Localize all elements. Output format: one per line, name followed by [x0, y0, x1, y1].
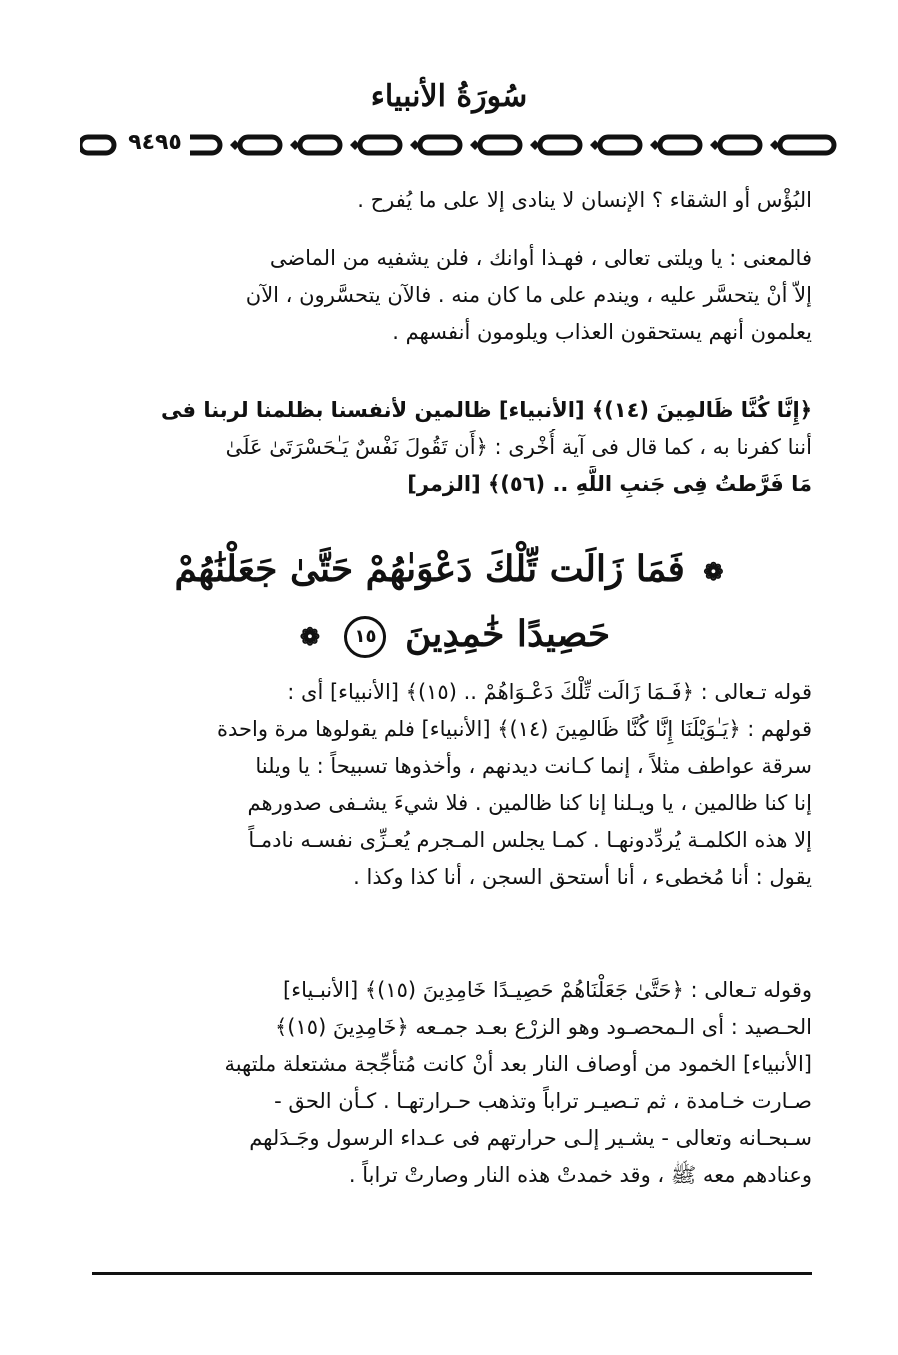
surah-title: سُورَةُ الأنبياء [370, 79, 528, 114]
commentary-2 [92, 972, 812, 1194]
text-line: [الأنبياء] الخمود من أوصاف النار بعد أنْ كانت مُتأجِّجة مشتعلة ملتهبة [224, 1052, 812, 1076]
text-line: أننا كفرنا به ، كما قال فى آية أُخْرى : ﴿أَن تَقُولَ نَفْسٌ يَـٰحَسْرَتَىٰ عَلَىٰ [225, 435, 812, 459]
text-line: مَا فَرَّطتُ فِى جَنبِ اللَّهِ .. (٥٦)﴾ [الزمر] [407, 472, 812, 496]
text-line: يعلمون أنهم يستحقون العذاب ويلومون أنفسهم . [392, 320, 812, 344]
verse-open-ornament-icon: ❁ [703, 557, 724, 586]
verse-line-2 [92, 603, 812, 668]
text-line: صـارت خـامدة ، ثم تـصيـر تراباً وتذهب حـرارتهـا . كـأن الحق - [274, 1089, 812, 1113]
text-line: سرقة عواطف مثلاً ، إنما كـانت ديدنهم ، وأخذوها تسبيحاً : يا ويلنا [255, 754, 812, 778]
text-line: قوله تـعالى : ﴿فَـمَا زَالَت تِّلْكَ دَعْـوَاهُمْ .. (١٥)﴾ [الأنبياء] أى : [287, 680, 812, 704]
text-line: البُؤْس أو الشقاء ؟ الإنسان لا ينادى إلا على ما يُفرح . [357, 188, 812, 212]
text-line: الحـصيد : أى الـمحصـود وهو الزرْع بعـد جمـعه ﴿خَامِدِينَ (١٥)﴾ [275, 1015, 812, 1039]
paragraph-2 [92, 240, 812, 351]
chain-ornament [80, 130, 840, 160]
text-line: إلا هذه الكلمـة يُردِّدونهـا . كمـا يجلس المـجرم يُعـزِّى نفسـه نادمـاً [248, 828, 812, 852]
bottom-rule [92, 1272, 812, 1275]
commentary-1 [92, 674, 812, 896]
text-line: إنا كنا ظالمين ، يا ويـلنا إنا كنا ظالمين . فلا شيءَ يشـفى صدورهم [247, 791, 812, 815]
verse-text-2: حَصِيدًا خَٰمِدِينَ [405, 613, 611, 655]
verse-number-marker: ١٥ [344, 616, 386, 658]
text-line: وعنادهم معه ﷺ ، وقد خمدتْ هذه النار وصارتْ تراباً . [348, 1163, 812, 1187]
text-line: سـبحـانه وتعالى - يشـير إلـى حرارتهم فى عـداء الرسول وجَـدَلهم [249, 1126, 812, 1150]
text-line: يقول : أنا مُخطىء ، أنا أستحق السجن ، أنا كذا وكذا . [353, 865, 812, 889]
verse-text-1: فَمَا زَالَت تِّلْكَ دَعْوَىٰهُمْ حَتَّىٰ جَعَلْنَٰهُمْ [174, 548, 685, 590]
page-number: ٩٤٩٥ [120, 128, 190, 158]
decorative-border [80, 130, 840, 160]
paragraph-3 [92, 392, 812, 503]
verse-line-1 [92, 538, 812, 603]
text-line: قولهم : ﴿يَـٰوَيْلَنَا إِنَّا كُنَّا ظَالمِينَ (١٤)﴾ [الأنبياء] فلم يقولوها مرة واحدة [217, 717, 812, 741]
text-line: فالمعنى : يا ويلتى تعالى ، فهـذا أوانك ، فلن يشفيه من الماضى [269, 246, 812, 270]
quran-verse [92, 538, 812, 668]
text-line: ﴿إِنَّا كُنَّا ظَالمِينَ (١٤)﴾ [الأنبياء] ظالمين لأنفسنا بظلمنا لربنا فى [161, 398, 812, 422]
paragraph-1 [92, 182, 812, 219]
text-line: إلاّ أنْ يتحسَّر عليه ، ويندم على ما كان منه . فالآن يتحسَّرون ، الآن [245, 283, 812, 307]
verse-close-ornament-icon: ❁ [299, 622, 320, 651]
text-line: وقوله تـعالى : ﴿حَتَّىٰ جَعَلْنَاهُمْ حَصِيـدًا خَامِدِينَ (١٥)﴾ [الأنبـياء] [283, 978, 812, 1002]
